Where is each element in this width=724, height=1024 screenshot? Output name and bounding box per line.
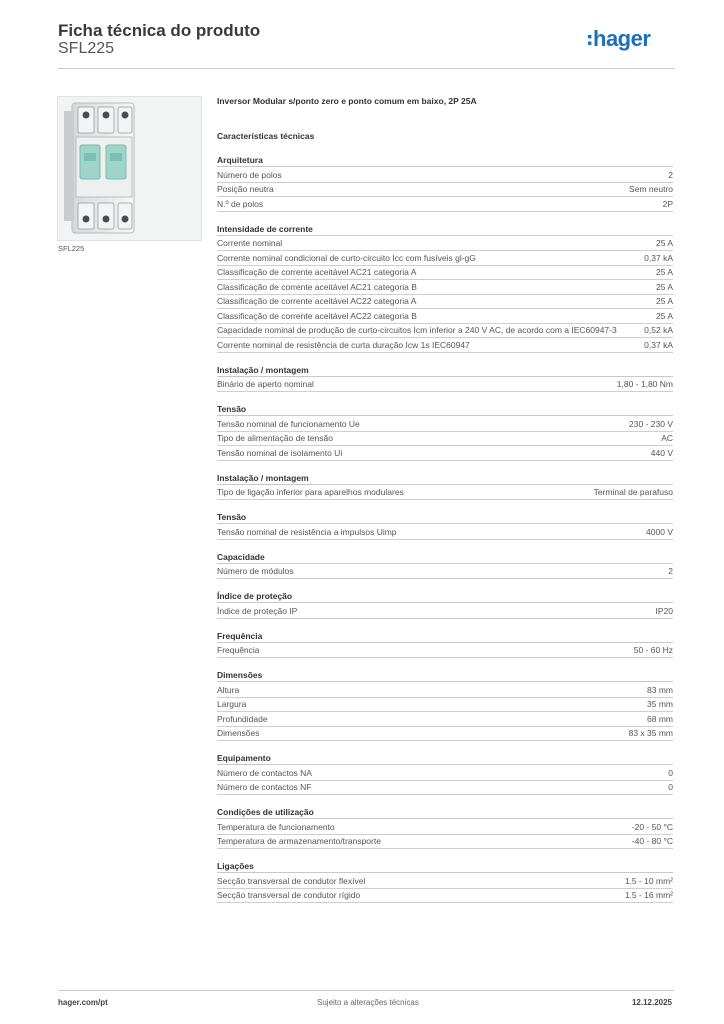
section-heading: Dimensões bbox=[217, 669, 673, 682]
spec-value: 440 V bbox=[650, 447, 673, 458]
spec-section bbox=[217, 752, 673, 795]
spec-value: 0 bbox=[668, 767, 673, 778]
spec-value: 0,52 kA bbox=[644, 325, 673, 335]
spec-label: Tipo de ligação inferior para aparelhos modulares bbox=[217, 487, 404, 497]
spec-row bbox=[217, 766, 673, 781]
spec-row bbox=[217, 644, 673, 659]
specs-title: Características técnicas bbox=[217, 131, 315, 141]
spec-content bbox=[217, 95, 673, 903]
spec-section bbox=[217, 806, 673, 849]
spec-row bbox=[217, 698, 673, 713]
spec-row bbox=[217, 486, 673, 501]
spec-label: Largura bbox=[217, 699, 247, 709]
spec-value: 1.5 - 16 mm² bbox=[624, 890, 673, 900]
section-heading: Arquitetura bbox=[217, 154, 673, 167]
switch-device-illustration bbox=[58, 97, 201, 240]
spec-value: IP20 bbox=[655, 605, 673, 616]
spec-value: 83 mm bbox=[647, 684, 673, 695]
spec-section bbox=[217, 364, 673, 393]
spec-label: Profundidade bbox=[217, 713, 268, 724]
spec-value: 2P bbox=[662, 198, 673, 209]
footer-divider bbox=[58, 990, 674, 991]
section-heading: Tensão bbox=[217, 511, 673, 524]
spec-section bbox=[217, 630, 673, 659]
spec-value: 83 x 35 mm bbox=[628, 728, 673, 738]
spec-label: Tensão nominal de funcionamento Ue bbox=[217, 418, 360, 429]
spec-section bbox=[217, 551, 673, 580]
spec-label: Corrente nominal de resistência de curta duração Icw 1s IEC60947 bbox=[217, 339, 470, 350]
spec-row bbox=[217, 604, 673, 619]
spec-section bbox=[217, 223, 673, 353]
page-header bbox=[58, 20, 674, 68]
spec-row bbox=[217, 197, 673, 212]
section-heading: Instalação / montagem bbox=[217, 364, 673, 377]
section-heading: Equipamento bbox=[217, 752, 673, 765]
spec-label: Temperatura de funcionamento bbox=[217, 821, 335, 832]
spec-label: Número de contactos NA bbox=[217, 767, 312, 778]
spec-section bbox=[217, 154, 673, 212]
spec-value: 25 A bbox=[655, 238, 673, 248]
section-heading: Instalação / montagem bbox=[217, 472, 673, 485]
spec-value: 35 mm bbox=[647, 699, 673, 709]
spec-row bbox=[217, 280, 673, 295]
spec-label: Índice de proteção IP bbox=[217, 605, 298, 616]
spec-value: 0,37 kA bbox=[644, 339, 673, 350]
spec-label: Número de contactos NF bbox=[217, 782, 312, 792]
spec-row bbox=[217, 251, 673, 266]
section-heading: Condições de utilização bbox=[217, 806, 673, 819]
footer-note: Sujeito a alterações técnicas bbox=[317, 998, 419, 1007]
spec-row bbox=[217, 446, 673, 461]
spec-row bbox=[217, 712, 673, 727]
spec-label: N.º de polos bbox=[217, 198, 264, 209]
spec-row bbox=[217, 168, 673, 183]
footer-date: 12.12.2025 bbox=[631, 998, 672, 1007]
spec-value: -20 - 50 °C bbox=[631, 821, 673, 832]
section-heading: Capacidade bbox=[217, 551, 673, 564]
spec-value: -40 - 80 °C bbox=[631, 836, 673, 846]
spec-value: 1.5 - 10 mm² bbox=[624, 875, 673, 886]
spec-value: Sem neutro bbox=[629, 184, 673, 194]
spec-value: 68 mm bbox=[647, 713, 673, 724]
spec-value: 50 - 60 Hz bbox=[633, 645, 673, 655]
section-heading: Tensão bbox=[217, 403, 673, 416]
spec-label: Posição neutra bbox=[217, 184, 274, 194]
spec-row bbox=[217, 338, 673, 353]
spec-label: Temperatura de armazenamento/transporte bbox=[217, 836, 381, 846]
spec-value: 0 bbox=[668, 782, 673, 792]
spec-row bbox=[217, 266, 673, 281]
spec-value: 25 A bbox=[655, 310, 673, 321]
header-divider bbox=[58, 68, 674, 69]
spec-label: Dimensões bbox=[217, 728, 260, 738]
spec-section bbox=[217, 590, 673, 619]
spec-label: Secção transversal de condutor flexível bbox=[217, 875, 366, 886]
spec-row bbox=[217, 295, 673, 310]
spec-label: Altura bbox=[217, 684, 240, 695]
spec-value: Terminal de parafuso bbox=[593, 487, 673, 497]
spec-label: Corrente nominal condicional de curto-circuito Icc com fusíveis gl-gG bbox=[217, 252, 476, 263]
spec-row bbox=[217, 727, 673, 742]
spec-sections bbox=[217, 154, 673, 903]
spec-section bbox=[217, 403, 673, 461]
spec-value: 25 A bbox=[655, 296, 673, 306]
section-heading: Índice de proteção bbox=[217, 590, 673, 603]
product-description: Inversor Modular s/ponto zero e ponto comum em baixo, 2P 25A bbox=[217, 96, 477, 106]
spec-row bbox=[217, 565, 673, 580]
section-heading: Intensidade de corrente bbox=[217, 223, 673, 236]
footer-website[interactable]: hager.com/pt bbox=[58, 998, 108, 1007]
spec-label: Tensão nominal de isolamento Ui bbox=[217, 447, 343, 458]
spec-value: 25 A bbox=[655, 281, 673, 292]
logo-text: hager bbox=[593, 26, 651, 51]
spec-row bbox=[217, 432, 673, 447]
spec-row bbox=[217, 683, 673, 698]
spec-section bbox=[217, 472, 673, 501]
spec-row bbox=[217, 835, 673, 850]
spec-label: Classificação de corrente aceitável AC22 categoria B bbox=[217, 310, 417, 321]
spec-row bbox=[217, 324, 673, 339]
spec-row bbox=[217, 525, 673, 540]
spec-row bbox=[217, 874, 673, 889]
spec-label: Número de polos bbox=[217, 169, 282, 180]
image-caption: SFL225 bbox=[58, 244, 85, 253]
spec-label: Tipo de alimentação de tensão bbox=[217, 433, 333, 443]
spec-section bbox=[217, 669, 673, 741]
spec-row bbox=[217, 237, 673, 252]
document-title: Ficha técnica do produto bbox=[58, 21, 261, 40]
spec-section bbox=[217, 511, 673, 540]
spec-row bbox=[217, 309, 673, 324]
spec-label: Capacidade nominal de produção de curto-circuitos Icm inferior a 240 V AC, de acordo com a IEC60947-3 bbox=[217, 325, 617, 335]
spec-value: 4000 V bbox=[646, 526, 673, 537]
spec-label: Corrente nominal bbox=[217, 238, 283, 248]
spec-label: Binário de aperto nominal bbox=[217, 379, 314, 389]
spec-label: Classificação de corrente aceitável AC21 categoria B bbox=[217, 281, 417, 292]
spec-section bbox=[217, 860, 673, 903]
hager-logo bbox=[586, 26, 672, 54]
spec-label: Classificação de corrente aceitável AC21 categoria A bbox=[217, 267, 417, 277]
spec-row bbox=[217, 183, 673, 198]
spec-row bbox=[217, 378, 673, 393]
section-heading: Frequência bbox=[217, 630, 673, 643]
spec-value: 1,80 - 1,80 Nm bbox=[616, 379, 673, 389]
spec-row bbox=[217, 781, 673, 796]
spec-label: Frequência bbox=[217, 645, 260, 655]
spec-row bbox=[217, 820, 673, 835]
section-heading: Ligações bbox=[217, 860, 673, 873]
spec-label: Número de módulos bbox=[217, 566, 294, 576]
spec-value: 25 A bbox=[655, 267, 673, 277]
product-code: SFL225 bbox=[58, 40, 115, 57]
spec-label: Tensão nominal de resistência a impulsos Uimp bbox=[217, 526, 397, 537]
spec-value: AC bbox=[661, 433, 673, 443]
spec-row bbox=[217, 889, 673, 904]
spec-value: 0,37 kA bbox=[644, 252, 673, 263]
spec-label: Classificação de corrente aceitável AC22 categoria A bbox=[217, 296, 417, 306]
spec-value: 230 - 230 V bbox=[629, 418, 673, 429]
spec-value: 2 bbox=[668, 566, 673, 576]
spec-label: Secção transversal de condutor rígido bbox=[217, 890, 361, 900]
spec-row bbox=[217, 417, 673, 432]
product-image bbox=[57, 96, 202, 241]
spec-value: 2 bbox=[668, 169, 673, 180]
